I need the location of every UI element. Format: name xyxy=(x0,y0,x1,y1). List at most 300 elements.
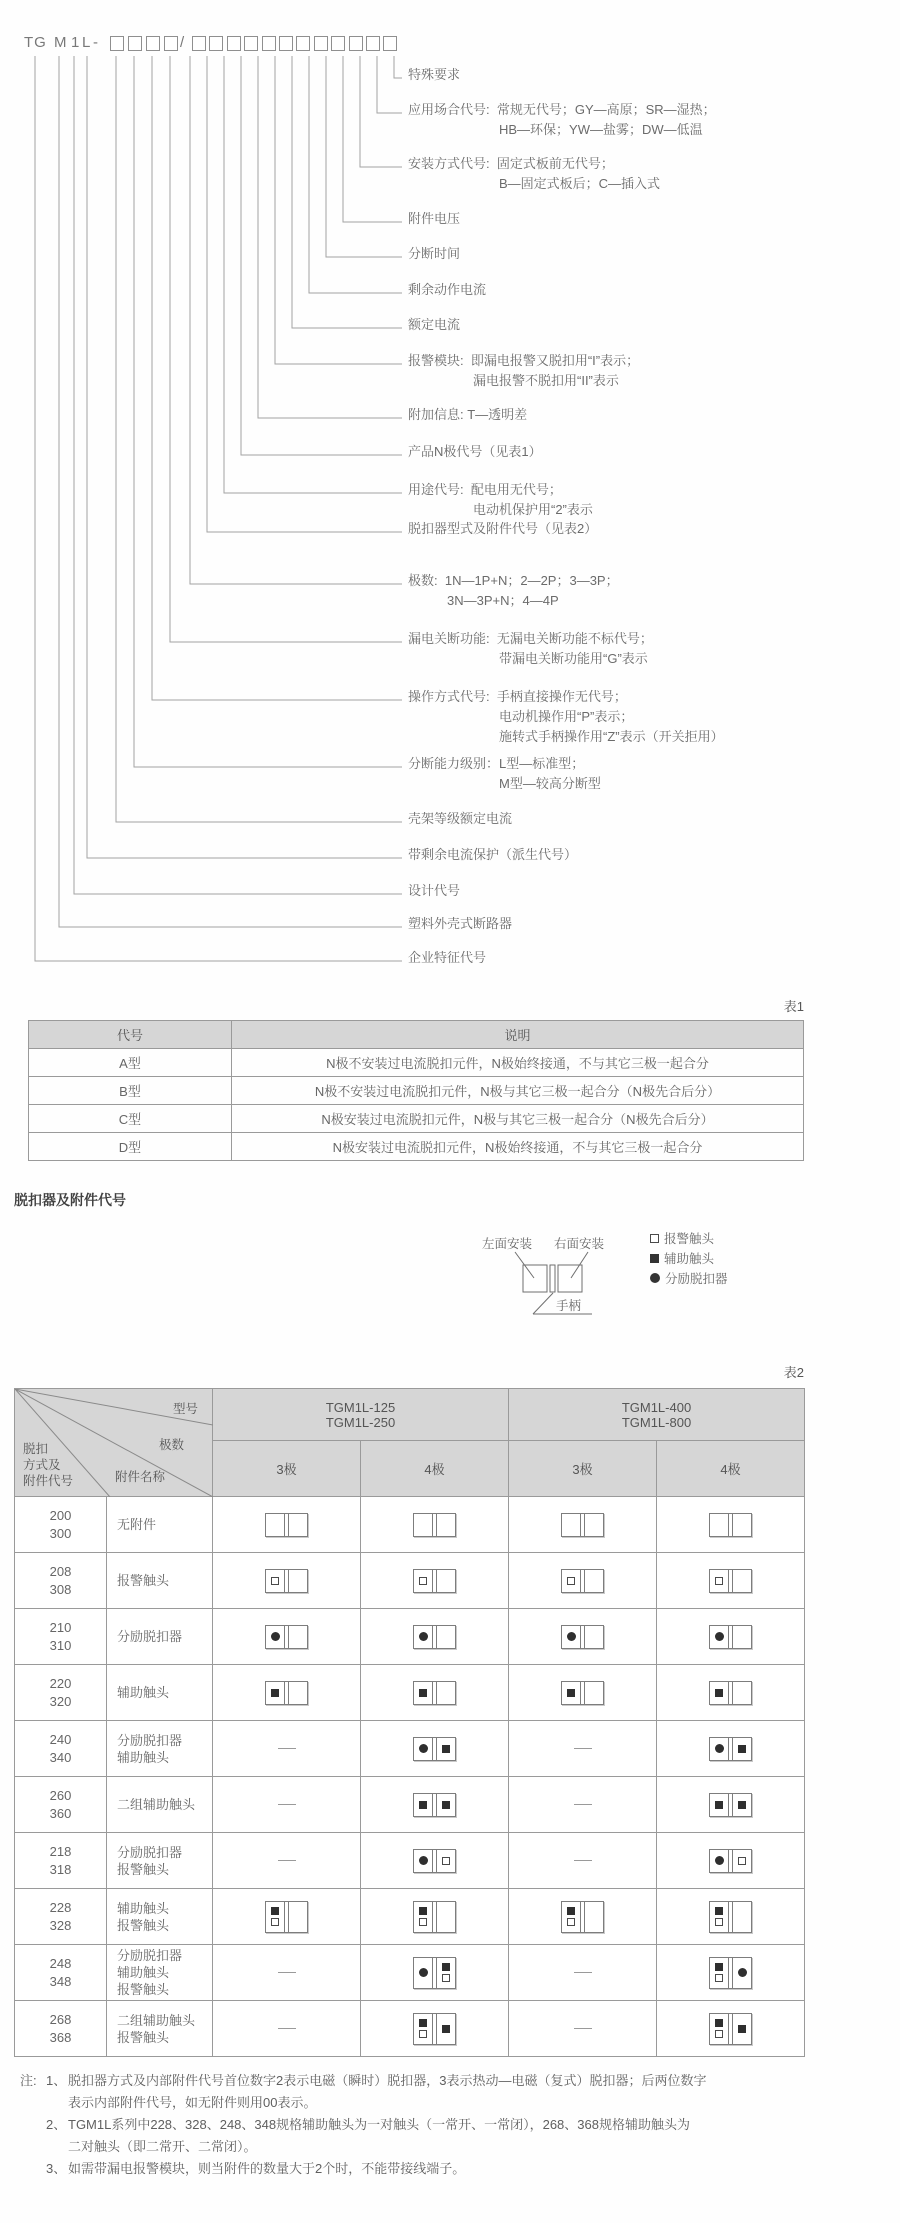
attachment-config-cell xyxy=(657,1945,805,2001)
handle-diagram-lines xyxy=(420,1224,660,1324)
ladder-label: 特殊要求 xyxy=(408,67,461,82)
notes xyxy=(20,2070,706,2180)
attachment-config-cell xyxy=(657,1665,805,1721)
table1-cell: N极安装过电流脱扣元件，N极始终接通，不与其它三极一起合分 xyxy=(232,1133,804,1161)
ladder-label: 分断时间 xyxy=(408,246,461,261)
left-compartment xyxy=(710,1958,728,1988)
right-compartment xyxy=(289,1570,307,1592)
attachment-config-cell xyxy=(657,1721,805,1777)
corner-name-label: 附件名称 xyxy=(115,1470,166,1484)
model-digit-box xyxy=(192,36,206,51)
alarm-contact-symbol xyxy=(271,1577,279,1585)
breaker-box-diagram xyxy=(413,1901,456,1933)
table1-row xyxy=(29,1105,804,1133)
breaker-box-diagram xyxy=(561,1901,604,1933)
ladder-label: 应用场合代号: 常规无代号；GY—高原；SR—湿热； HB—环保；YW—盐雾；DW—低温 xyxy=(408,102,716,137)
shunt-release-symbol xyxy=(715,1632,724,1641)
ladder-connector-line xyxy=(207,56,402,532)
left-compartment xyxy=(414,1682,432,1704)
accessory-name-cell: 报警触头 xyxy=(107,1553,213,1609)
breaker-box-diagram xyxy=(709,1849,752,1873)
attachment-config-cell xyxy=(361,1945,509,2001)
attachment-config-cell xyxy=(509,1497,657,1553)
shunt-release-symbol xyxy=(738,1968,747,1977)
left-compartment xyxy=(266,1626,284,1648)
handle-label: 手柄 xyxy=(556,1299,582,1313)
breaker-box-diagram xyxy=(561,1569,604,1593)
aux-contact-symbol xyxy=(419,2019,427,2027)
left-compartment xyxy=(414,1626,432,1648)
right-compartment xyxy=(437,1738,455,1760)
left-compartment xyxy=(414,1570,432,1592)
note-text: 脱扣器方式及内部附件代号首位数字2表示电磁（瞬时）脱扣器，3表示热动—电磁（复式）脱扣器；后两位数字 表示内部附件代号，如无附件则用00表示。 xyxy=(68,2073,707,2110)
breaker-box-diagram xyxy=(413,1513,456,1537)
left-compartment xyxy=(414,1738,432,1760)
shunt-release-symbol xyxy=(715,1856,724,1865)
ladder-connector-line xyxy=(241,56,402,455)
attachment-config-cell xyxy=(361,1497,509,1553)
ladder-connector-line xyxy=(360,56,402,167)
breaker-box-diagram xyxy=(413,1681,456,1705)
legend-label: 报警触头 xyxy=(664,1232,715,1246)
accessory-name-cell: 无附件 xyxy=(107,1497,213,1553)
breaker-box-diagram xyxy=(561,1513,604,1537)
model-char: 1 xyxy=(71,34,81,51)
breaker-box-diagram xyxy=(413,1957,456,1989)
right-compartment xyxy=(733,1626,751,1648)
alarm-contact-symbol xyxy=(715,2030,723,2038)
attachment-config-cell xyxy=(213,1945,361,2001)
attachment-config-cell xyxy=(213,1497,361,1553)
alarm-contact-symbol xyxy=(738,1857,746,1865)
note-item xyxy=(46,2114,706,2158)
attachment-config-cell xyxy=(361,1609,509,1665)
right-compartment xyxy=(585,1514,603,1536)
table1-header-code: 代号 xyxy=(29,1021,232,1049)
attachment-config-cell xyxy=(213,2001,361,2057)
model-name: TGM1L-250 xyxy=(325,1414,396,1430)
breaker-box-diagram xyxy=(709,1957,752,1989)
shunt-release-symbol xyxy=(419,1856,428,1865)
right-compartment xyxy=(733,2014,751,2044)
breaker-box-diagram xyxy=(413,1625,456,1649)
note-text: 如需带漏电报警模块，则当附件的数量大于2个时，不能带接线端子。 xyxy=(68,2161,466,2176)
left-compartment xyxy=(562,1902,580,1932)
legend-item xyxy=(650,1228,728,1248)
left-compartment xyxy=(710,1682,728,1704)
not-available-dash xyxy=(574,1748,592,1750)
left-compartment xyxy=(710,1850,728,1872)
not-available-dash xyxy=(574,1972,592,1974)
breaker-box-diagram xyxy=(709,1901,752,1933)
model-digit-box xyxy=(128,36,142,51)
ladder-label: 塑料外壳式断路器 xyxy=(408,916,513,931)
legend-item xyxy=(650,1268,728,1288)
shunt-release-symbol xyxy=(271,1632,280,1641)
ladder-label: 用途代号: 配电用无代号； 电动机保护用“2”表示 xyxy=(408,482,593,517)
code-cell: 268 368 xyxy=(15,2001,107,2057)
attachment-config-cell xyxy=(509,1721,657,1777)
ladder-connector-line xyxy=(134,56,402,767)
shunt-release-icon xyxy=(650,1273,660,1283)
model-digit-box xyxy=(227,36,241,51)
model-digit-box xyxy=(209,36,223,51)
table1-cell: N极不安装过电流脱扣元件，N极始终接通，不与其它三极一起合分 xyxy=(232,1049,804,1077)
model-digit-box xyxy=(314,36,328,51)
attachment-config-cell xyxy=(657,1777,805,1833)
right-compartment xyxy=(733,1958,751,1988)
right-compartment xyxy=(437,1514,455,1536)
breaker-box-diagram xyxy=(413,1793,456,1817)
breaker-box-diagram xyxy=(265,1681,308,1705)
shunt-release-symbol xyxy=(419,1744,428,1753)
ladder-connector-line xyxy=(116,56,402,822)
note-item xyxy=(46,2158,706,2180)
attachment-config-cell xyxy=(213,1777,361,1833)
aux-contact-symbol xyxy=(442,1745,450,1753)
right-compartment xyxy=(733,1570,751,1592)
accessory-name-cell: 辅助触头 报警触头 xyxy=(107,1889,213,1945)
ladder-label: 极数: 1N—1P+N；2—2P；3—3P； 3N—3P+N；4—4P xyxy=(408,573,619,608)
attachment-config-cell xyxy=(361,1553,509,1609)
not-available-dash xyxy=(278,1804,296,1806)
alarm-contact-symbol xyxy=(715,1974,723,1982)
table2-header-row-models xyxy=(15,1389,805,1441)
left-compartment xyxy=(266,1570,284,1592)
left-compartment xyxy=(562,1514,580,1536)
aux-contact-symbol xyxy=(419,1689,427,1697)
table2 xyxy=(14,1388,805,2057)
shunt-release-symbol xyxy=(419,1968,428,1977)
table1-cell: C型 xyxy=(29,1105,232,1133)
table2-row xyxy=(15,1777,805,1833)
accessory-name-cell: 分励脱扣器 xyxy=(107,1609,213,1665)
poles-header: 4极 xyxy=(361,1441,509,1497)
right-compartment xyxy=(437,1794,455,1816)
table2-row xyxy=(15,1721,805,1777)
code-cell: 240 340 xyxy=(15,1721,107,1777)
model-digit-box xyxy=(279,36,293,51)
accessory-name-cell: 辅助触头 xyxy=(107,1665,213,1721)
ladder-connector-line xyxy=(377,56,402,113)
right-compartment xyxy=(437,1570,455,1592)
not-available-dash xyxy=(574,1804,592,1806)
left-compartment xyxy=(414,2014,432,2044)
ladder-connector-line xyxy=(275,56,402,364)
left-compartment xyxy=(710,1626,728,1648)
model-group-400-800 xyxy=(509,1389,805,1441)
ladder-connector-line xyxy=(343,56,402,222)
aux-contact-symbol xyxy=(715,1963,723,1971)
model-digit-box xyxy=(244,36,258,51)
left-compartment xyxy=(266,1682,284,1704)
not-available-dash xyxy=(278,1860,296,1862)
ladder-connector-line xyxy=(35,56,402,961)
table1-cell: B型 xyxy=(29,1077,232,1105)
model-group-125-250 xyxy=(213,1389,509,1441)
table1-row xyxy=(29,1133,804,1161)
table2-row xyxy=(15,1553,805,1609)
right-compartment xyxy=(585,1902,603,1932)
alarm-contact-symbol xyxy=(442,1974,450,1982)
aux-contact-symbol xyxy=(419,1801,427,1809)
right-compartment xyxy=(733,1794,751,1816)
corner-poles-label: 极数 xyxy=(158,1438,184,1452)
legend-label: 辅助触头 xyxy=(664,1252,715,1266)
model-digit-box xyxy=(383,36,397,51)
ladder-label: 操作方式代号: 手柄直接操作无代号； 电动机操作用“P”表示； 施转式手柄操作用“Z”表示（开关拒用） xyxy=(408,689,724,744)
attachment-config-cell xyxy=(361,1665,509,1721)
breaker-box-diagram xyxy=(709,1737,752,1761)
breaker-box-diagram xyxy=(265,1513,308,1537)
ladder-label: 附件电压 xyxy=(408,211,461,226)
legend-item xyxy=(650,1248,728,1268)
table2-row xyxy=(15,1609,805,1665)
aux-contact-symbol xyxy=(715,1689,723,1697)
ladder-label: 分断能力级别：L型—标准型； M型—较高分断型 xyxy=(408,756,601,791)
right-compartment xyxy=(437,1850,455,1872)
alarm-contact-symbol xyxy=(567,1918,575,1926)
model-name: TGM1L-125 xyxy=(325,1399,396,1415)
shunt-release-symbol xyxy=(567,1632,576,1641)
left-compartment xyxy=(562,1682,580,1704)
table1-row xyxy=(29,1077,804,1105)
aux-contact-symbol xyxy=(442,1801,450,1809)
aux-contact-symbol xyxy=(715,2019,723,2027)
accessory-name-cell: 二组辅助触头 报警触头 xyxy=(107,2001,213,2057)
right-compartment xyxy=(289,1626,307,1648)
attachment-config-cell xyxy=(657,1833,805,1889)
code-cell: 260 360 xyxy=(15,1777,107,1833)
right-compartment xyxy=(733,1682,751,1704)
handle-mount-diagram xyxy=(420,1224,660,1324)
table1-row xyxy=(29,1049,804,1077)
not-available-dash xyxy=(278,2028,296,2030)
alarm-contact-symbol xyxy=(567,1577,575,1585)
breaker-box-diagram xyxy=(413,2013,456,2045)
alarm-contact-symbol xyxy=(715,1918,723,1926)
left-compartment xyxy=(414,1514,432,1536)
attachment-config-cell xyxy=(509,1553,657,1609)
left-compartment xyxy=(414,1850,432,1872)
ladder-label: 附加信息: T—透明差 xyxy=(408,407,528,422)
ladder-label: 安装方式代号: 固定式板前无代号； B—固定式板后；C—插入式 xyxy=(408,156,661,191)
aux-contact-symbol xyxy=(715,1801,723,1809)
not-available-dash xyxy=(278,1748,296,1750)
poles-header: 3极 xyxy=(509,1441,657,1497)
attachment-config-cell xyxy=(509,1777,657,1833)
breaker-box-diagram xyxy=(265,1901,308,1933)
code-cell: 210 310 xyxy=(15,1609,107,1665)
right-compartment xyxy=(585,1626,603,1648)
attachment-config-cell xyxy=(657,2001,805,2057)
attachment-config-cell xyxy=(213,1553,361,1609)
not-available-dash xyxy=(574,1860,592,1862)
breaker-box-diagram xyxy=(265,1625,308,1649)
code-cell: 248 348 xyxy=(15,1945,107,2001)
ladder-label: 额定电流 xyxy=(408,317,461,332)
accessory-name-cell: 分励脱扣器 报警触头 xyxy=(107,1833,213,1889)
aux-contact-symbol xyxy=(738,2025,746,2033)
left-compartment xyxy=(414,1794,432,1816)
left-compartment xyxy=(710,1570,728,1592)
breaker-box-diagram xyxy=(709,1513,752,1537)
note-number: 1、 xyxy=(46,2073,67,2088)
left-mount-label: 左面安装 xyxy=(482,1237,533,1251)
poles-header: 3极 xyxy=(213,1441,361,1497)
breaker-box-diagram xyxy=(709,1793,752,1817)
ladder-connector-line xyxy=(59,56,402,927)
aux-contact-symbol xyxy=(442,2025,450,2033)
attachment-config-cell xyxy=(509,1945,657,2001)
note-number: 3、 xyxy=(46,2161,67,2176)
table2-tag: 表2 xyxy=(783,1365,804,1380)
right-compartment xyxy=(585,1682,603,1704)
right-compartment xyxy=(437,1626,455,1648)
breaker-box-diagram xyxy=(561,1681,604,1705)
alarm-contact-symbol xyxy=(419,1918,427,1926)
attachment-config-cell xyxy=(361,2001,509,2057)
model-digit-box xyxy=(331,36,345,51)
model-name: TGM1L-400 xyxy=(621,1399,692,1415)
code-cell: 218 318 xyxy=(15,1833,107,1889)
legend-label: 分励脱扣器 xyxy=(665,1272,728,1286)
model-digit-box xyxy=(146,36,160,51)
ladder-connector-line xyxy=(170,56,402,642)
table1-cell: D型 xyxy=(29,1133,232,1161)
breaker-box-diagram xyxy=(413,1737,456,1761)
model-char: L xyxy=(82,34,92,51)
attachment-config-cell xyxy=(509,2001,657,2057)
model-char: - xyxy=(93,34,99,51)
table2-row xyxy=(15,1665,805,1721)
aux-contact-symbol xyxy=(419,1907,427,1915)
ladder-connector-line xyxy=(74,56,402,894)
table2-corner-cell xyxy=(15,1389,213,1497)
code-cell: 208 308 xyxy=(15,1553,107,1609)
table1-cell: A型 xyxy=(29,1049,232,1077)
ladder-label: 带剩余电流保护（派生代号） xyxy=(408,847,578,862)
left-compartment xyxy=(562,1570,580,1592)
breaker-box-diagram xyxy=(413,1849,456,1873)
left-compartment xyxy=(414,1958,432,1988)
left-compartment xyxy=(562,1626,580,1648)
ladder-label: 产品N极代号（见表1） xyxy=(408,444,542,459)
right-compartment xyxy=(289,1514,307,1536)
poles-header: 4极 xyxy=(657,1441,805,1497)
alarm-contact-symbol xyxy=(419,1577,427,1585)
right-compartment xyxy=(437,1958,455,1988)
model-digit-box xyxy=(366,36,380,51)
not-available-dash xyxy=(574,2028,592,2030)
ladder-label: 报警模块: 即漏电报警又脱扣用“I”表示； 漏电报警不脱扣用“II”表示 xyxy=(408,353,640,388)
model-digit-box xyxy=(110,36,124,51)
corner-model-label: 型号 xyxy=(172,1402,198,1416)
left-compartment xyxy=(414,1902,432,1932)
attachment-config-cell xyxy=(213,1833,361,1889)
table1-header-row xyxy=(29,1021,804,1049)
code-cell: 228 328 xyxy=(15,1889,107,1945)
note-item xyxy=(46,2070,706,2114)
left-compartment xyxy=(266,1902,284,1932)
model-slash: / xyxy=(180,34,186,51)
model-digit-box xyxy=(262,36,276,51)
alarm-contact-symbol xyxy=(442,1857,450,1865)
right-compartment xyxy=(733,1514,751,1536)
attachment-config-cell xyxy=(361,1777,509,1833)
model-char: TG xyxy=(24,34,47,51)
aux-contact-symbol xyxy=(738,1801,746,1809)
attachment-config-cell xyxy=(213,1665,361,1721)
attachment-config-cell xyxy=(213,1721,361,1777)
not-available-dash xyxy=(278,1972,296,1974)
ladder-label: 设计代号 xyxy=(408,883,461,898)
table2-row xyxy=(15,1833,805,1889)
attachment-config-cell xyxy=(657,1889,805,1945)
code-cell: 220 320 xyxy=(15,1665,107,1721)
left-compartment xyxy=(266,1514,284,1536)
model-digit-box xyxy=(164,36,178,51)
ladder-connector-line xyxy=(394,56,402,78)
attachment-config-cell xyxy=(361,1889,509,1945)
model-name: TGM1L-800 xyxy=(621,1414,692,1430)
accessory-name-cell: 分励脱扣器 辅助触头 xyxy=(107,1721,213,1777)
table1 xyxy=(28,1020,804,1161)
attachment-config-cell xyxy=(509,1609,657,1665)
table2-row xyxy=(15,1497,805,1553)
breaker-box-diagram xyxy=(709,2013,752,2045)
aux-contact-symbol xyxy=(567,1907,575,1915)
alarm-contact-symbol xyxy=(419,2030,427,2038)
left-compartment xyxy=(710,1738,728,1760)
right-compartment xyxy=(437,2014,455,2044)
attachment-config-cell xyxy=(509,1665,657,1721)
aux-contact-icon xyxy=(650,1254,659,1263)
table1-tag: 表1 xyxy=(783,999,804,1014)
right-compartment xyxy=(733,1902,751,1932)
ladder-connector-line xyxy=(224,56,402,493)
attachment-config-cell xyxy=(509,1833,657,1889)
ladder-label: 脱扣器型式及附件代号（见表2） xyxy=(408,521,598,536)
ladder-label: 企业特征代号 xyxy=(408,950,487,965)
table2-row xyxy=(15,2001,805,2057)
table1-cell: N极安装过电流脱扣元件，N极与其它三极一起合分（N极先合后分） xyxy=(232,1105,804,1133)
ladder-label: 漏电关断功能: 无漏电关断功能不标代号； 带漏电关断功能用“G”表示 xyxy=(408,631,653,666)
note-text: TGM1L系列中228、328、248、348规格辅助触头为一对触头（一常开、一常闭），268、368规格辅助触头为 二对触头（即二常开、二常闭）。 xyxy=(68,2117,690,2154)
code-cell: 200 300 xyxy=(15,1497,107,1553)
left-compartment xyxy=(710,1514,728,1536)
shunt-release-symbol xyxy=(715,1744,724,1753)
model-char: M xyxy=(54,34,68,51)
accessory-legend xyxy=(650,1228,728,1288)
right-compartment xyxy=(733,1738,751,1760)
table2-row xyxy=(15,1889,805,1945)
right-compartment xyxy=(585,1570,603,1592)
attachment-config-cell xyxy=(657,1553,805,1609)
breaker-box-diagram xyxy=(561,1625,604,1649)
attachment-config-cell xyxy=(213,1889,361,1945)
table2-row xyxy=(15,1945,805,2001)
left-compartment xyxy=(710,1902,728,1932)
corner-code-label: 脱扣 方式及 附件代号 xyxy=(23,1442,74,1488)
note-number: 2、 xyxy=(46,2117,67,2132)
accessory-name-cell: 二组辅助触头 xyxy=(107,1777,213,1833)
aux-contact-symbol xyxy=(442,1963,450,1971)
alarm-contact-symbol xyxy=(271,1918,279,1926)
aux-contact-symbol xyxy=(271,1907,279,1915)
breaker-box-diagram xyxy=(265,1569,308,1593)
aux-contact-symbol xyxy=(567,1689,575,1697)
